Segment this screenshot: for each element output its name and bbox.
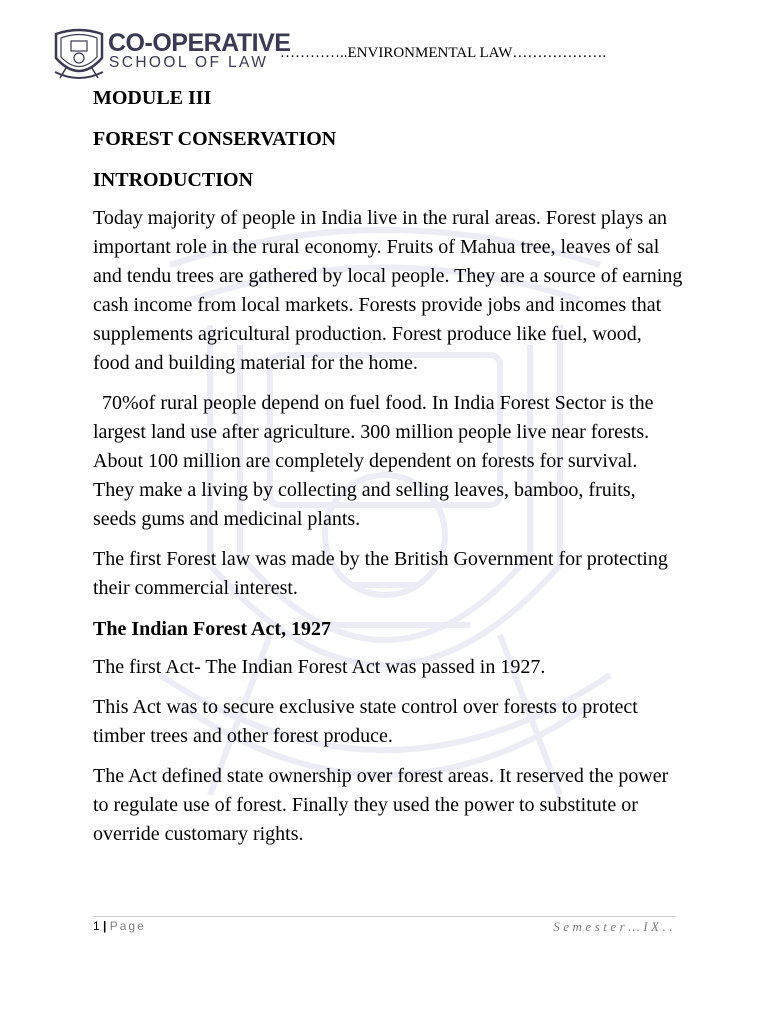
paragraph: The first Forest law was made by the British Government for protecting their commercial interest. [93, 548, 668, 599]
logo-subtitle: SCHOOL OF LAW [109, 54, 269, 71]
paragraph: The first Act- The Indian Forest Act was passed in 1927. [93, 656, 546, 678]
section-heading: The Indian Forest Act, 1927 [93, 618, 331, 640]
footer-divider [93, 916, 676, 917]
page-header [52, 24, 692, 80]
school-logo [52, 24, 291, 80]
chapter-title: FOREST CONSERVATION [93, 128, 337, 150]
document-body [93, 86, 683, 860]
paragraph: Today majority of people in India live in the rural areas. Forest plays an important role in the rural economy. Fruits of Mahua tree, leaves of sal and tendu trees are gathered by local people. They are a source of earning cash income from local markets. Forests provide jobs and incomes that supplements agricultural production. Forest produce like fuel, wood, food and building material for the home. [93, 207, 683, 374]
semester-label: Semester…IX.. [553, 919, 676, 934]
module-heading: MODULE III [93, 87, 212, 109]
paragraph: This Act was to secure exclusive state control over forests to protect timber trees and other forest produce. [93, 696, 638, 747]
page-number: 1 [93, 919, 100, 933]
subject-header: …………..ENVIRONMENTAL LAW………………. [280, 45, 607, 61]
page-separator: | [103, 919, 107, 933]
intro-heading: INTRODUCTION [93, 169, 254, 191]
paragraph: The Act defined state ownership over forest areas. It reserved the power to regulate use of forest. Finally they used the power to substitute or override customary rights. [93, 765, 669, 845]
page-label: Page [109, 919, 146, 933]
paragraph: 70%of rural people depend on fuel food. In India Forest Sector is the largest land use after agriculture. 300 million people live near forests. About 100 million are completely dependent on forests for survival. They make a living by collecting and selling leaves, bamboo, fruits, seeds gums and medicinal plants. [93, 392, 654, 530]
school-crest-icon [52, 24, 106, 80]
logo-title: CO-OPERATIVE [108, 29, 291, 57]
page-footer-left [93, 919, 146, 933]
